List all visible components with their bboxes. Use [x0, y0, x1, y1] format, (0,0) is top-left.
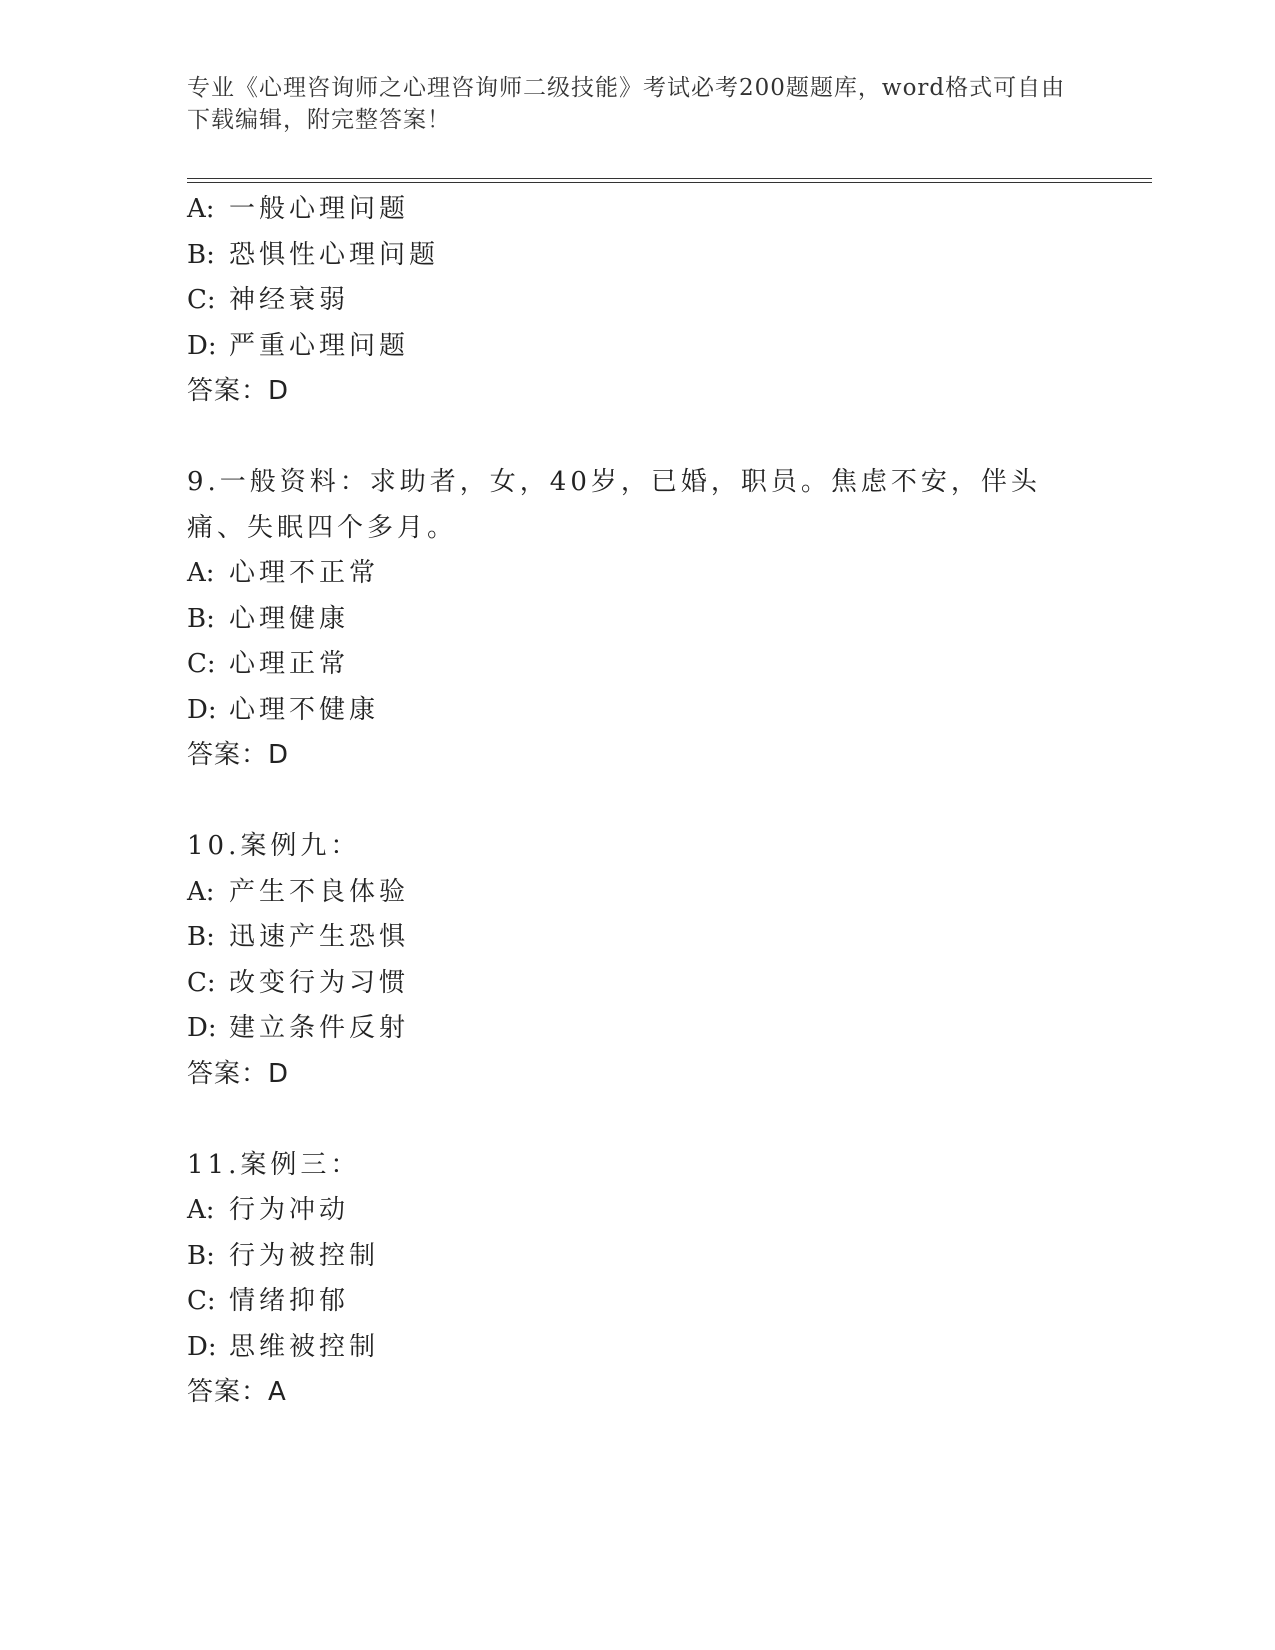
option-key: A: — [187, 558, 215, 588]
question-block — [187, 1143, 1147, 1416]
option-key: C: — [187, 967, 216, 998]
option-key: B: — [187, 1240, 215, 1271]
option-key: C: — [187, 1286, 216, 1316]
option-text: 情绪抑郁 — [229, 1286, 350, 1316]
option-key: D: — [187, 1013, 217, 1043]
option-key: B: — [187, 922, 215, 952]
option-d — [187, 1325, 1147, 1371]
option-b — [187, 233, 1147, 279]
option-key: B: — [187, 603, 215, 634]
option-key: C: — [187, 649, 216, 679]
option-text: 行为被控制 — [229, 1240, 380, 1271]
option-key: A: — [187, 1195, 215, 1225]
question-stem: 10.案例九： — [187, 831, 361, 861]
question-stem: 11.案例三： — [187, 1149, 361, 1180]
option-text: 行为冲动 — [229, 1195, 350, 1225]
option-key: D: — [187, 330, 217, 361]
question-list — [187, 187, 1147, 1416]
header-divider-top — [187, 178, 1152, 179]
option-text: 迅速产生恐惧 — [229, 922, 410, 952]
option-d — [187, 324, 1147, 370]
option-text: 产生不良体验 — [229, 876, 410, 907]
document-header: 专业《心理咨询师之心理咨询师二级技能》考试必考200题题库，word格式可自由下载编辑，附完整答案！ — [187, 75, 1066, 133]
option-c — [187, 961, 1147, 1007]
option-key: A: — [187, 194, 215, 224]
option-d — [187, 688, 1147, 734]
option-key: A: — [187, 876, 215, 907]
spacer — [187, 1097, 1147, 1143]
option-text: 思维被控制 — [229, 1331, 380, 1362]
option-text: 恐惧性心理问题 — [229, 239, 440, 270]
option-b — [187, 915, 1147, 961]
question-stem: 9.一般资料：求助者，女，40岁，已婚，职员。焦虑不安，伴头痛、失眠四个多月。 — [187, 467, 1041, 543]
option-text: 建立条件反射 — [229, 1013, 410, 1043]
option-a — [187, 870, 1147, 916]
option-a — [187, 551, 1147, 597]
option-text: 心理正常 — [229, 649, 350, 679]
option-key: C: — [187, 285, 216, 315]
option-key: B: — [187, 239, 215, 270]
header-divider-bottom — [187, 182, 1152, 183]
answer-line: 答案：D — [187, 376, 290, 406]
option-text: 严重心理问题 — [229, 330, 410, 361]
option-key: D: — [187, 1331, 217, 1362]
option-key: D: — [187, 694, 217, 725]
option-c — [187, 1279, 1147, 1325]
option-a — [187, 187, 1147, 233]
option-c — [187, 642, 1147, 688]
question-block — [187, 460, 1147, 779]
answer-line: 答案：D — [187, 1058, 290, 1089]
question-block — [187, 824, 1147, 1097]
option-text: 心理不健康 — [229, 694, 380, 725]
option-b — [187, 597, 1147, 643]
option-d — [187, 1006, 1147, 1052]
option-text: 一般心理问题 — [229, 194, 410, 224]
question-block — [187, 187, 1147, 415]
option-c — [187, 278, 1147, 324]
option-a — [187, 1188, 1147, 1234]
option-b — [187, 1234, 1147, 1280]
option-text: 心理不正常 — [229, 558, 380, 588]
spacer — [187, 415, 1147, 461]
option-text: 心理健康 — [229, 603, 350, 634]
answer-line: 答案：D — [187, 740, 290, 770]
option-text: 改变行为习惯 — [229, 967, 410, 998]
answer-line: 答案：A — [187, 1377, 287, 1407]
option-text: 神经衰弱 — [229, 285, 350, 315]
spacer — [187, 779, 1147, 825]
